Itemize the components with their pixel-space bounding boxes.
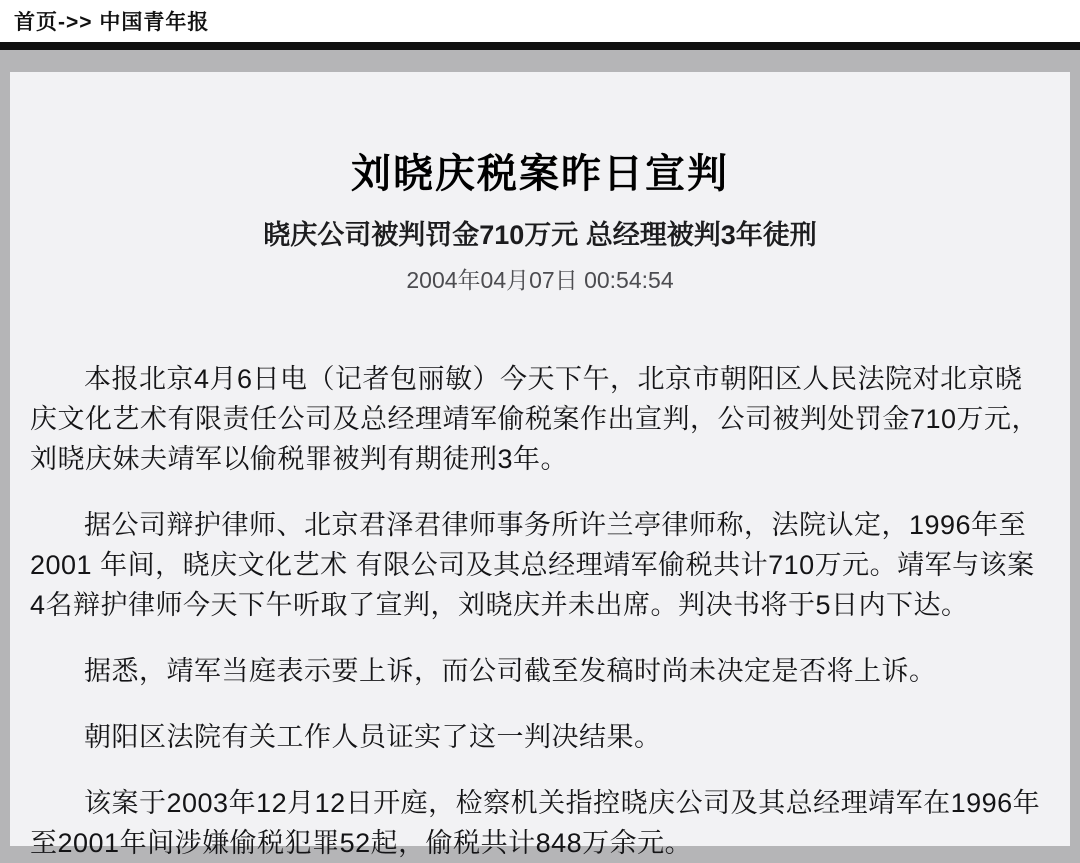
article-paragraph: 朝阳区法院有关工作人员证实了这一判决结果。 — [84, 722, 662, 752]
article-paragraph: 该案于2003年12月12日开庭，检察机关指控晓庆公司及其总经理靖军在1996年至2001年间涉嫌偷税犯罪52起，偷税共计848万余元。 — [30, 788, 1041, 858]
header-divider — [0, 42, 1080, 50]
article-body — [30, 359, 1050, 863]
article-paragraph: 据公司辩护律师、北京君泽君律师事务所许兰亭律师称，法院认定，1996年至2001 年间，晓庆文化艺术 有限公司及其总经理靖军偷税共计710万元。靖军与该案4名辩护律师今天下午听取了宣判，刘晓庆并未出席。判决书将于5日内下达。 — [30, 510, 1035, 620]
breadcrumb[interactable]: 首页->> 中国青年报 — [14, 11, 210, 34]
article-paragraph: 本报北京4月6日电（记者包丽敏）今天下午，北京市朝阳区人民法院对北京晓庆文化艺术有限责任公司及总经理靖军偷税案作出宣判，公司被判处罚金710万元，刘晓庆妹夫靖军以偷税罪被判有期徒刑3年。 — [30, 364, 1040, 474]
page-background — [0, 50, 1080, 858]
breadcrumb-bar — [0, 0, 1080, 42]
article-paragraph: 据悉，靖军当庭表示要上诉，而公司截至发稿时尚未决定是否将上诉。 — [84, 656, 937, 686]
article-panel — [10, 72, 1070, 858]
page-title: 刘晓庆税案昨日宣判 — [351, 152, 729, 196]
article-subtitle: 晓庆公司被判罚金710万元 总经理被判3年徒刑 — [263, 220, 817, 250]
article-date: 2004年04月07日 00:54:54 — [406, 267, 674, 293]
